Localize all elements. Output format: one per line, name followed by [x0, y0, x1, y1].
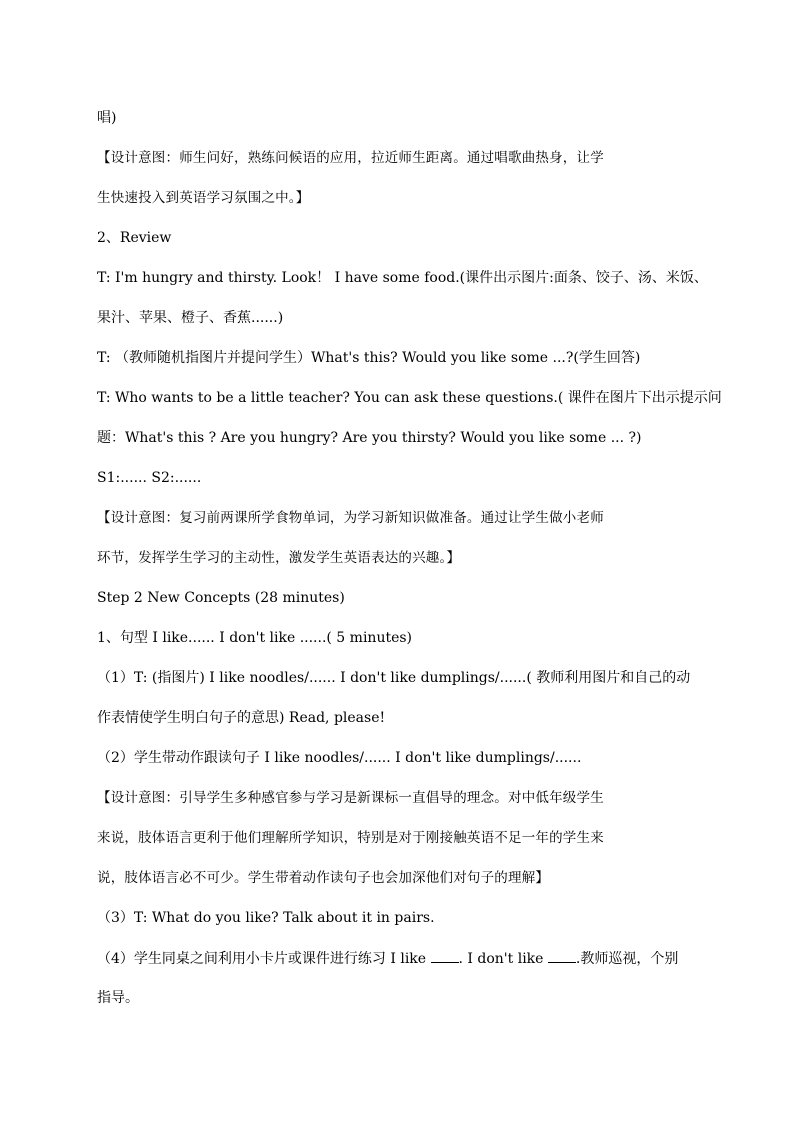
text-line: S1:...... S2:...... [97, 470, 202, 486]
text-line: 唱) [97, 110, 117, 126]
text-line: T: （教师随机指图片并提问学生）What's this? Would you like some ...?(学生回答) [97, 350, 641, 366]
design-intent-line: 【设计意图：引导学生多种感官参与学习是新课标一直倡导的理念。对中低年级学生 [97, 790, 604, 806]
design-intent-line: 【设计意图：复习前两课所学食物单词，为学习新知识做准备。通过让学生做小老师 [97, 510, 604, 526]
practice-text-part: .教师巡视，个别 [575, 951, 679, 967]
text-line: T: Who wants to be a little teacher? You can ask these questions.( 课件在图片下出示提示问 [97, 390, 722, 406]
section-heading: 2、Review [97, 230, 172, 246]
design-intent-line: 来说，肢体语言更利于他们理解所学知识，特别是对于刚接触英语不足一年的学生来 [97, 830, 604, 846]
design-intent-line: 【设计意图：师生问好，熟练问候语的应用，拉近师生距离。通过唱歌曲热身，让学 [97, 150, 604, 166]
text-line: 作表情使学生明白句子的意思) Read, please! [97, 710, 386, 726]
text-line: T: I'm hungry and thirsty. Look！ I have some food.(课件出示图片:面条、饺子、汤、米饭、 [97, 270, 708, 286]
text-line: 果汁、苹果、橙子、香蕉......) [97, 310, 284, 326]
text-line: 指导。 [97, 990, 139, 1006]
section-heading: Step 2 New Concepts (28 minutes) [97, 590, 345, 606]
design-intent-line: 环节，发挥学生学习的主动性，激发学生英语表达的兴趣。】 [97, 550, 461, 566]
text-line: （3）T: What do you like? Talk about it in pairs. [97, 910, 435, 926]
text-line: （1）T: (指图片) I like noodles/...... I don't like dumplings/......( 教师利用图片和自己的动 [97, 670, 691, 686]
design-intent-line: 说，肢体语言必不可少。学生带着动作读句子也会加深他们对句子的理解】 [97, 870, 550, 886]
design-intent-line: 生快速投入到英语学习氛围之中。】 [97, 190, 310, 206]
practice-line [97, 948, 678, 969]
practice-text-part: . I don't like [458, 951, 548, 967]
fill-blank [431, 948, 459, 963]
practice-text-part: （4）学生同桌之间利用小卡片或课件进行练习 I like [97, 951, 431, 967]
text-line: 题：What's this ? Are you hungry? Are you thirsty? Would you like some ... ?) [97, 430, 642, 446]
text-line: 1、句型 I like...... I don't like ......( 5 minutes) [97, 630, 413, 646]
fill-blank [548, 948, 576, 963]
text-line: （2）学生带动作跟读句子 I like noodles/...... I don't like dumplings/...... [97, 750, 582, 766]
